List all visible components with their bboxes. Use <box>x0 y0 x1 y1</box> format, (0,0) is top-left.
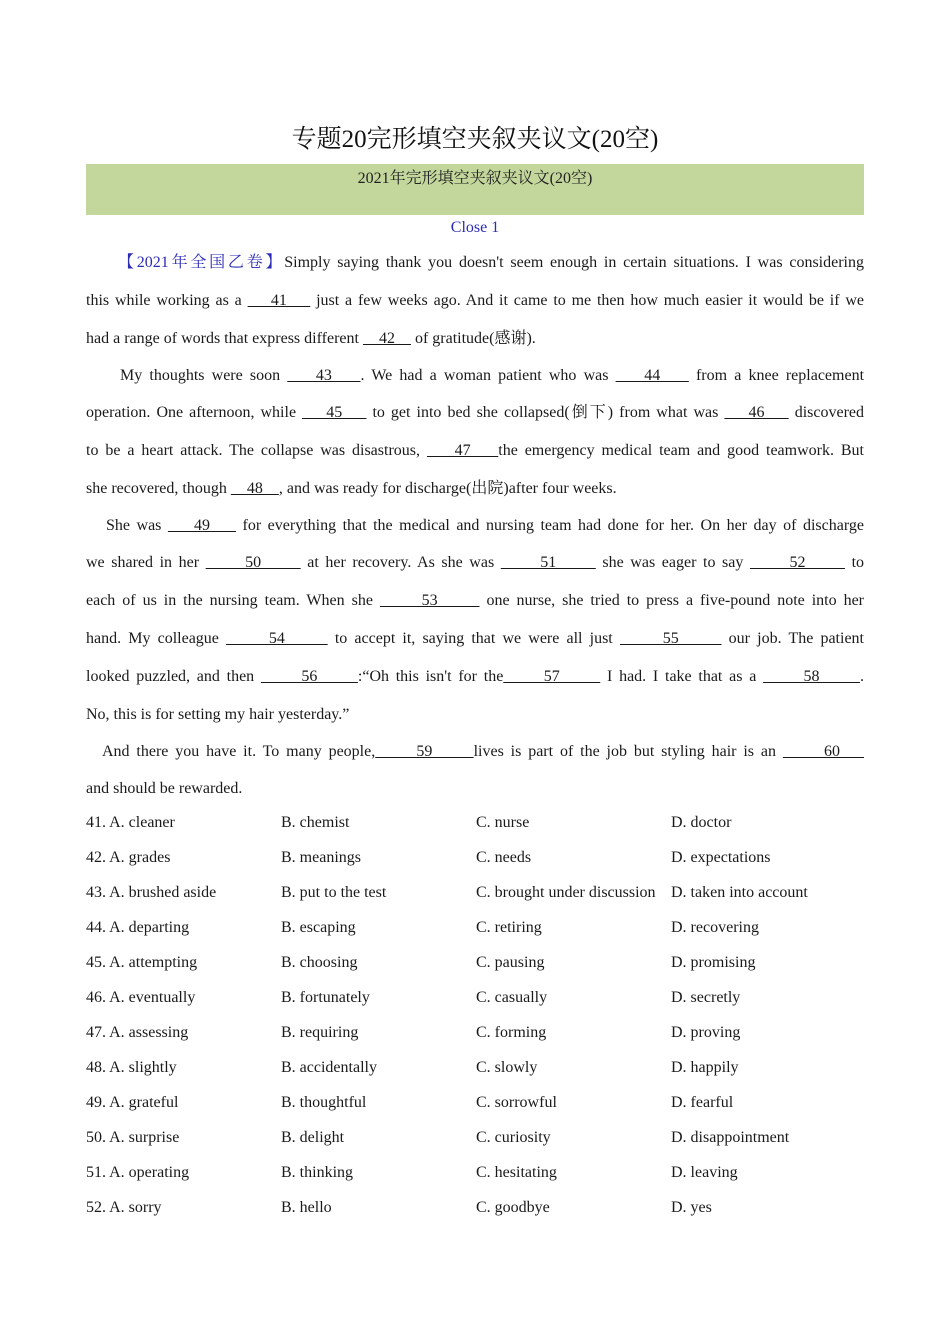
option-d: D. promising <box>671 954 756 971</box>
option-d: D. leaving <box>671 1164 738 1181</box>
option-b: B. accidentally <box>281 1059 377 1076</box>
option-d: D. expectations <box>671 849 771 866</box>
option-a: 45. A. attempting <box>86 954 198 971</box>
option-row <box>86 805 886 840</box>
passage-line: looked puzzled, and then 56 :“Oh this isn't for the 57 I had. I take that as a 58 . <box>86 668 864 685</box>
option-row <box>86 980 886 1015</box>
passage-line: And there you have it. To many people, 59 lives is part of the job but styling hair is an 60 <box>102 743 865 760</box>
option-a: 41. A. cleaner <box>86 814 175 831</box>
passage-line: and should be rewarded. <box>86 780 243 797</box>
blank-50: 50 <box>205 554 301 571</box>
option-row <box>86 1050 886 1085</box>
blank-44: 44 <box>615 367 689 384</box>
blank-48: 48 <box>230 480 279 497</box>
passage-line: operation. One afternoon, while 45 to get into bed she collapsed(倒下) from what was 46 discovered <box>86 404 865 421</box>
blank-49: 49 <box>167 517 236 534</box>
option-d: D. happily <box>671 1059 739 1076</box>
option-row <box>86 910 886 945</box>
blank-57: 57 <box>503 668 601 685</box>
option-b: B. requiring <box>281 1024 359 1041</box>
option-a: 48. A. slightly <box>86 1059 177 1076</box>
passage-line: 【2021年全国乙卷】Simply saying thank you doesn't seem enough in certain situations. I was considering <box>118 254 864 271</box>
option-b: B. escaping <box>281 919 356 936</box>
option-a: 46. A. eventually <box>86 989 196 1006</box>
answer-options <box>86 805 886 1225</box>
blank-52: 52 <box>749 554 845 571</box>
option-d: D. taken into account <box>671 884 808 901</box>
option-c: C. curiosity <box>476 1129 551 1146</box>
option-b: B. thinking <box>281 1164 354 1181</box>
blank-51: 51 <box>500 554 596 571</box>
blank-42: 42 <box>362 330 411 347</box>
option-d: D. disappointment <box>671 1129 790 1146</box>
option-b: B. chemist <box>281 814 350 831</box>
section-banner <box>86 164 864 215</box>
passage-line: she recovered, though 48 , and was ready for discharge(出院)after four weeks. <box>86 480 617 497</box>
option-a: 50. A. surprise <box>86 1129 180 1146</box>
option-c: C. sorrowful <box>476 1094 557 1111</box>
option-d: D. fearful <box>671 1094 734 1111</box>
option-row <box>86 1085 886 1120</box>
option-d: D. proving <box>671 1024 741 1041</box>
blank-46: 46 <box>724 404 789 421</box>
passage-line: My thoughts were soon 43 . We had a woman patient who was 44 from a knee replacement <box>120 367 865 384</box>
passage-line: She was 49 for everything that the medical and nursing team had done for her. On her day of discharge <box>106 517 864 534</box>
option-c: C. hesitating <box>476 1164 557 1181</box>
option-b: B. delight <box>281 1129 345 1146</box>
option-c: C. pausing <box>476 954 545 971</box>
option-c: C. needs <box>476 849 532 866</box>
passage-line: this while working as a 41 just a few weeks ago. And it came to me then how much easier it would be if we <box>86 292 865 309</box>
option-d: D. secretly <box>671 989 741 1006</box>
blank-56: 56 <box>260 668 358 685</box>
blank-47: 47 <box>426 442 499 459</box>
option-a: 51. A. operating <box>86 1164 190 1181</box>
option-c: C. casually <box>476 989 548 1006</box>
option-row <box>86 1015 886 1050</box>
passage-line: each of us in the nursing team. When she 53 one nurse, she tried to press a five-pound note into her <box>86 592 865 609</box>
option-b: B. hello <box>281 1199 332 1216</box>
option-b: B. meanings <box>281 849 361 866</box>
option-d: D. yes <box>671 1199 712 1216</box>
option-c: C. goodbye <box>476 1199 550 1216</box>
option-row <box>86 1120 886 1155</box>
blank-58: 58 <box>763 668 860 685</box>
option-a: 49. A. grateful <box>86 1094 179 1111</box>
blank-54: 54 <box>226 630 328 647</box>
option-row <box>86 945 886 980</box>
option-row <box>86 1155 886 1190</box>
option-c: C. retiring <box>476 919 542 936</box>
option-b: B. choosing <box>281 954 358 971</box>
blank-59: 59 <box>375 743 474 760</box>
option-a: 52. A. sorry <box>86 1199 162 1216</box>
banner-text: 2021年完形填空夹叙夹议文(20空) <box>357 170 593 187</box>
option-c: C. slowly <box>476 1059 538 1076</box>
passage-line: hand. My colleague 54 to accept it, saying that we were all just 55 our job. The patient <box>86 630 864 647</box>
option-b: B. put to the test <box>281 884 387 901</box>
blank-45: 45 <box>302 404 367 421</box>
option-a: 44. A. departing <box>86 919 190 936</box>
passage-line: had a range of words that express different 42 of gratitude(感谢). <box>86 330 536 347</box>
blank-55: 55 <box>619 630 722 647</box>
option-a: 43. A. brushed aside <box>86 884 217 901</box>
blank-60: 60 <box>782 743 865 760</box>
cloze-passage <box>86 244 864 808</box>
option-row <box>86 840 886 875</box>
option-row <box>86 875 886 910</box>
blank-43: 43 <box>287 367 361 384</box>
option-a: 47. A. assessing <box>86 1024 189 1041</box>
option-b: B. fortunately <box>281 989 370 1006</box>
passage-line: No, this is for setting my hair yesterday.” <box>86 706 350 723</box>
passage-line: we shared in her 50 at her recovery. As she was 51 she was eager to say 52 to <box>86 554 865 571</box>
blank-53: 53 <box>379 592 480 609</box>
option-c: C. nurse <box>476 814 530 831</box>
option-c: C. forming <box>476 1024 547 1041</box>
passage-subtitle: Close 1 <box>450 219 500 236</box>
blank-41: 41 <box>247 292 311 309</box>
option-d: D. recovering <box>671 919 759 936</box>
page-title: 专题20完形填空夹叙夹议文(20空) <box>291 126 659 153</box>
option-d: D. doctor <box>671 814 732 831</box>
option-row <box>86 1190 886 1225</box>
option-a: 42. A. grades <box>86 849 171 866</box>
passage-line: to be a heart attack. The collapse was disastrous, 47 the emergency medical team and good teamwork. But <box>86 442 865 459</box>
option-b: B. thoughtful <box>281 1094 367 1111</box>
option-c: C. brought under discussion <box>476 884 656 901</box>
source-tag: 【2021年全国乙卷】 <box>118 254 285 271</box>
